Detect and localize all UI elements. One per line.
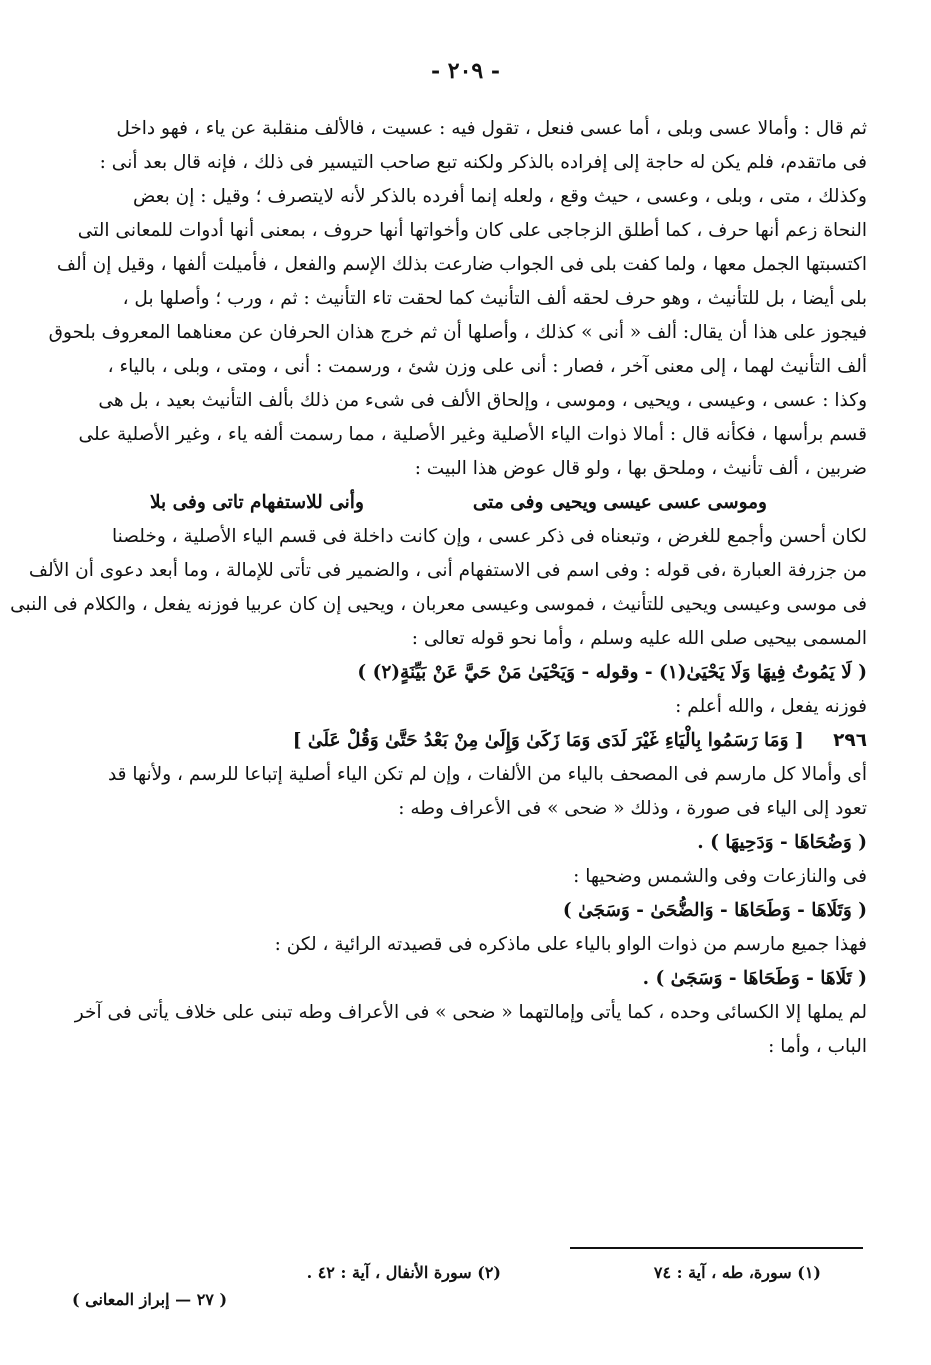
text-line: النحاة زعم أنها حرف ، كما أطلق الزجاجى على كان وأخواتها أنها حروف ، بمعنى أنها أدوات للمعانى التى bbox=[77, 220, 867, 241]
signature-mark: ( ٢٧ — إبراز المعانى ) bbox=[72, 1290, 228, 1309]
footnote-2: (٢) سورة الأنفال ، آية : ٤٢ . bbox=[306, 1263, 501, 1282]
footnote-1: (١) سورة، طه ، آية : ٧٤ bbox=[653, 1263, 821, 1282]
verse-number: ٢٩٦ bbox=[833, 730, 867, 751]
quran-quote: ( تَلَاهَا - وَطَحَاهَا - وَسَجَىٰ ) . bbox=[642, 968, 867, 989]
text-line: ألف التأنيث لهما ، إلى معنى آخر ، فصار : أنى على وزن شئ ، ورسمت : أنى ، ومتى ، وبلى ، بالياء ، bbox=[107, 356, 867, 377]
text-line: فى موسى وعيسى ويحيى للتأنيث ، فموسى وعيسى معربان ، ويحيى إن كان عربيا فوزنه يفعل ، والكلام فى النبى bbox=[10, 594, 867, 615]
text-line: أى وأمالا كل مارسم فى المصحف بالياء من الألفات ، وإن لم تكن الياء أصلية إتباعا للرسم ، ولأنها قد bbox=[107, 764, 867, 785]
footnote-divider bbox=[570, 1247, 863, 1249]
main-text bbox=[10, 112, 867, 1064]
text-line: فى ماتقدم، فلم يكن له حاجة إلى إفراده بالذكر ولكنه تبع صاحب التيسير فى ذلك ، فإنه قال بعد أنى : bbox=[99, 152, 867, 173]
verse-hemistich-right: وموسى عسى عيسى ويحيى وفى متى bbox=[472, 492, 767, 513]
text-line: تعود إلى الياء فى صورة ، وذلك « ضحى » فى الأعراف وطه : bbox=[398, 798, 867, 819]
text-line: ثم قال : وأمالا عسى وبلى ، أما عسى فنعل ، تقول فيه : عسيت ، فالألف منقلبة عن ياء ، فهو داخل bbox=[116, 118, 867, 139]
text-line: من جزرفة العبارة ،فى قوله : وفى اسم فى الاستفهام أنى ، والضمير فى تأتى للإمالة ، وما أبعد دعوى أن الألف bbox=[28, 560, 867, 581]
text-line: فهذا جميع مارسم من ذوات الواو بالياء على ماذكره فى قصيدته الرائية ، لكن : bbox=[274, 934, 867, 955]
text-line: المسمى بيحيى صلى الله عليه وسلم ، وأما نحو قوله تعالى : bbox=[411, 628, 867, 649]
text-line: ضربين ، ألف تأنيث ، وملحق بها ، ولو قال عوض هذا البيت : bbox=[414, 458, 867, 479]
text-line: بلى أيضا ، بل للتأنيث ، وهو حرف لحقه ألف التأنيث كما لحقت تاء التأنيث : ثم ، ورب ؛ وأصلها بل ، bbox=[122, 288, 867, 309]
poem-verse bbox=[110, 486, 867, 520]
text-line: لم يملها إلا الكسائى وحده ، كما يأتى وإمالتهما « ضحى » فى الأعراف وطه تبنى على خلاف يأتى فى آخر bbox=[74, 1002, 867, 1023]
text-line: فيجوز على هذا أن يقال: ألف « أنى » كذلك ، وأصلها أن ثم خرج هذان الحرفان عن معناهما المعروف بلحوق bbox=[48, 322, 867, 343]
page-number: - ٢٠٩ - bbox=[430, 58, 501, 84]
verse-text: [ وَمَا رَسَمُوا بِالْيَاءِ غَيْرَ لَدَى وَمَا زَكَىٰ وَإِلَىٰ مِنْ بَعْدُ حَتَّىٰ وَقُلْ عَلَىٰ ] bbox=[292, 730, 804, 751]
quran-quote: ( وَضُحَاهَا - وَدَحِيهَا ) . bbox=[697, 832, 867, 853]
text-line: لكان أحسن وأجمع للغرض ، وتبعناه فى ذكر عسى ، وإن كانت داخلة فى قسم الياء الأصلية ، وخلصنا bbox=[112, 526, 867, 547]
text-line: الباب ، وأما : bbox=[768, 1036, 867, 1057]
text-line: اكتسبتها الجمل معها ، ولما كفت بلى فى الجواب ضارعت بذلك الإسم والفعل ، فأميلت ألفها ، وقيل إن ألف bbox=[56, 254, 867, 275]
text-line: قسم برأسها ، فكأنه قال : أمالا ذوات الياء الأصلية وغير الأصلية ، مما رسمت ألفه ياء ، وغير الأصلية على bbox=[78, 424, 867, 445]
verse-296 bbox=[110, 724, 867, 758]
quran-quote: ( لَا يَمُوتُ فِيهَا وَلَا يَحْيَىٰ(١) - وقوله - وَيَحْيَىٰ مَنْ حَيَّ عَنْ بَيِّنَةٍ(٢) ) bbox=[357, 662, 867, 683]
text-line: وكذا : عسى ، وعيسى ، ويحيى ، وموسى ، وإلحاق الألف فى شىء من ذلك بألف التأنيث بعيد ، بل هى bbox=[98, 390, 867, 411]
text-line: فوزنه يفعل ، والله أعلم : bbox=[675, 696, 867, 717]
verse-hemistich-left: وأنى للاستفهام تاتى وفى بلا bbox=[150, 492, 364, 513]
quran-quote: ( وَتَلَاهَا - وَطَحَاهَا - وَالضُّحَىٰ - وَسَجَىٰ ) bbox=[562, 900, 867, 921]
text-line: وكذلك ، متى ، وبلى ، وعسى ، حيث وقع ، ولعله إنما أفرده بالذكر لأنه لايتصرف ؛ وقيل : إن بعض bbox=[133, 186, 867, 207]
text-line: فى والنازعات وفى والشمس وضحيها : bbox=[573, 866, 867, 887]
